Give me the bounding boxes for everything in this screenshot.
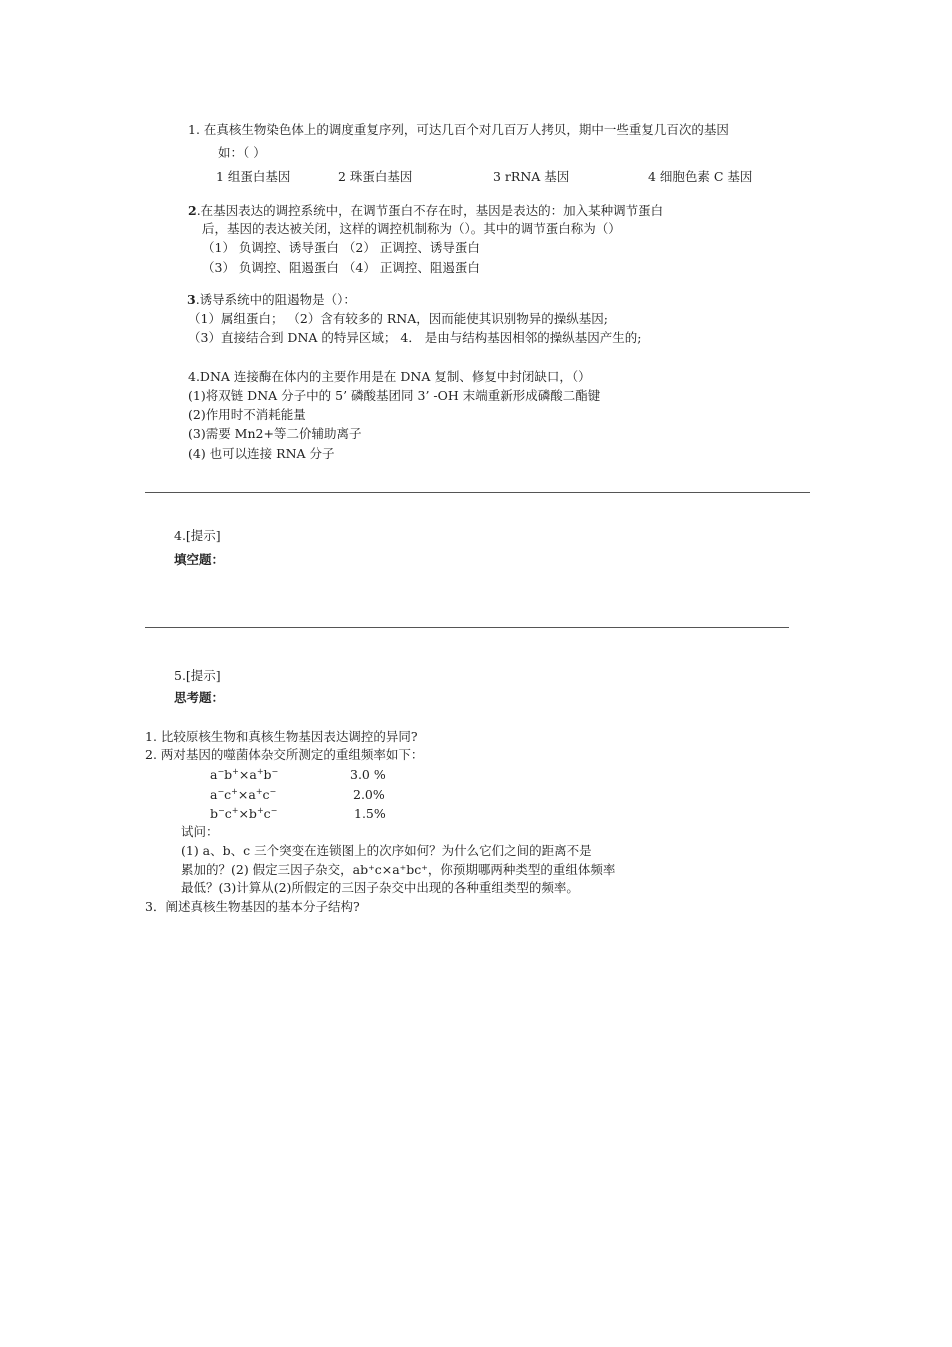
thinking-heading: 思考题： (174, 690, 225, 705)
thinking-q1: 1. 比较原核生物和真核生物基因表达调控的异同? (145, 729, 418, 744)
q4-line1: 4.DNA 连接酶在体内的主要作用是在 DNA 复制、修复中封闭缺口，（） (188, 369, 591, 384)
q2-line2: 后，基因的表达被关闭，这样的调控机制称为（）。其中的调节蛋白称为（） (202, 221, 621, 236)
q4-option-2: (2)作用时不消耗能量 (188, 407, 306, 422)
q1-option-4: 4 细胞色素 C 基因 (648, 169, 753, 184)
q2-options-line1: （1） 负调控、诱导蛋白 （2） 正调控、诱导蛋白 (202, 240, 480, 255)
q3-line2: （1）属组蛋白； （2）含有较多的 RNA，因而能使其识别物异的操纵基因; (188, 311, 608, 326)
q2-line1 (188, 202, 663, 220)
q3-number: 3 (187, 292, 196, 307)
q2-text: .在基因表达的调控系统中，在调节蛋白不存在时，基因是表达的：加入某种调节蛋白 (196, 203, 664, 218)
thinking-ask: 试问： (181, 824, 219, 839)
cross-frequency: 1.5% (354, 806, 386, 821)
q3-line3: （3）直接结合到 DNA 的特异区域； 4． 是由与结构基因相邻的操纵基因产生的; (188, 330, 642, 345)
q4-option-1: (1)将双链 DNA 分子中的 5’ 磷酸基团同 3’ -OH 末端重新形成磷酸二酯键 (188, 388, 601, 403)
q3-line1 (187, 291, 356, 309)
q2-number: 2 (188, 203, 197, 218)
thinking-q2-sub3: 最低？(3)计算从(2)所假定的三因子杂交中出现的各种重组类型的频率。 (181, 880, 579, 895)
q4-option-3: (3)需要 Mn2+等二价辅助离子 (188, 426, 362, 441)
fill-blank-hint: 4.[提示] (174, 528, 221, 543)
q1-option-1: 1 组蛋白基因 (216, 169, 291, 184)
q1-option-3: 3 rRNA 基因 (493, 169, 570, 184)
thinking-hint: 5.[提示] (174, 668, 221, 683)
thinking-q2-sub2: 累加的？(2) 假定三因子杂交，ab⁺c×a⁺bc⁺，你预期哪两种类型的重组体频率 (181, 862, 616, 877)
q1-option-2: 2 珠蛋白基因 (338, 169, 413, 184)
thinking-q2-sub1: (1) a、b、c 三个突变在连锁图上的次序如何？为什么它们之间的距离不是 (181, 843, 592, 858)
section-divider-1 (145, 492, 810, 493)
q1-line1: 1. 在真核生物染色体上的调度重复序列，可达几百个对几百万人拷贝，期中一些重复几百次的基因 (188, 122, 729, 137)
cross-row: a−b+×a+b− (210, 767, 279, 782)
q1-line2: 如：（ ） (218, 145, 266, 160)
cross-frequency: 3.0 % (350, 767, 386, 782)
cross-frequency: 2.0% (353, 787, 385, 802)
section-divider-2 (145, 627, 789, 628)
fill-blank-heading: 填空题： (174, 552, 225, 567)
thinking-q2: 2. 两对基因的噬菌体杂交所测定的重组频率如下： (145, 747, 424, 762)
cross-row: a−c+×a+c− (210, 787, 277, 802)
cross-row: b−c+×b+c− (210, 806, 278, 821)
q2-options-line2: （3） 负调控、阻遏蛋白 （4） 正调控、阻遏蛋白 (202, 260, 480, 275)
q4-option-4: (4) 也可以连接 RNA 分子 (188, 446, 335, 461)
thinking-q3: 3．阐述真核生物基因的基本分子结构? (145, 899, 360, 914)
q3-text: .诱导系统中的阻遏物是（）： (195, 292, 356, 307)
